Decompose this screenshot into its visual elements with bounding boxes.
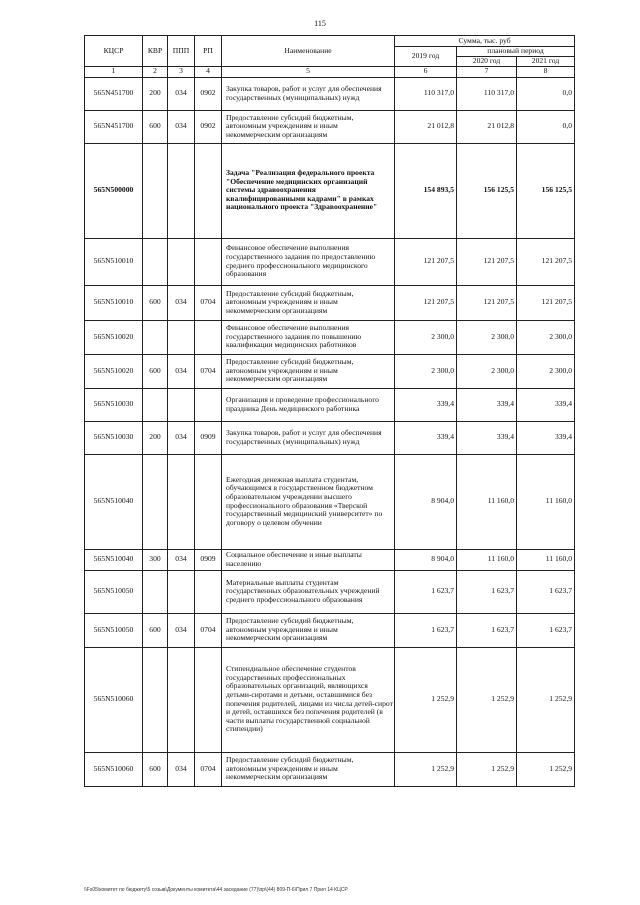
amount-2021-cell: 0,0 [517,110,575,143]
rp-cell: 0704 [195,613,222,647]
rp-cell: 0909 [195,421,222,454]
kvr-cell [143,238,168,285]
kvr-cell [143,454,168,549]
table-body [85,66,575,786]
kvr-cell [143,143,168,238]
name-cell: Финансовое обеспечение выполнения государственного задания по предоставлению среднего профессионального медицинского образования [222,238,395,285]
kvr-cell: 300 [143,549,168,570]
amount-2019-cell: 110 317,0 [395,77,457,110]
col-number: 1 [85,66,143,77]
amount-2019-cell: 8 904,0 [395,454,457,549]
amount-2019-cell: 8 904,0 [395,549,457,570]
name-cell: Организация и проведение профессионального праздника День медицинского работника [222,388,395,421]
amount-2021-cell: 339,4 [517,388,575,421]
kcsr-cell: 565N510040 [85,454,143,549]
kcsr-cell: 565N451700 [85,110,143,143]
kcsr-cell: 565N510030 [85,388,143,421]
name-cell: Стипендиальное обеспечение студентов государственных профессиональных образовательных организаций, являющихся детьми-сиротами и детьми, оставшимися без попечения родителей, лицами из числа детей-сирот и детей, оставшихся без попечения родителей (в части выплаты государственной социальной стипендии) [222,647,395,752]
ppp-cell [168,143,195,238]
amount-2021-cell: 1 252,9 [517,752,575,786]
footer-file-path: \\Fs05\комитет по бюджету\5 созыв\Документы комитета\44 заседание (77)\пр\(44) 809-П-6\Прил 7 Прил 14 КЦСР [84,887,348,893]
amount-2019-cell: 1 252,9 [395,647,457,752]
rp-cell: 0902 [195,77,222,110]
kcsr-cell: 565N510050 [85,570,143,613]
name-cell: Предоставление субсидий бюджетным, автономным учреждениям и иным некоммерческим организациям [222,110,395,143]
col-number: 2 [143,66,168,77]
amount-2020-cell: 339,4 [457,388,517,421]
ppp-cell [168,320,195,354]
kvr-cell: 200 [143,421,168,454]
header-kvr: КВР [143,36,168,67]
header-planned-period: плановый период [457,47,575,57]
rp-cell: 0902 [195,110,222,143]
kcsr-cell: 565N510030 [85,421,143,454]
rp-cell: 0704 [195,752,222,786]
kvr-cell: 600 [143,752,168,786]
kcsr-cell: 565N510010 [85,238,143,285]
table-row [85,549,575,570]
ppp-cell: 034 [168,77,195,110]
kcsr-cell: 565N510020 [85,320,143,354]
amount-2021-cell: 1 252,9 [517,647,575,752]
table-row [85,388,575,421]
column-numbers-row [85,66,575,77]
kcsr-cell: 565N510040 [85,549,143,570]
amount-2019-cell: 121 207,5 [395,238,457,285]
amount-2019-cell: 154 893,5 [395,143,457,238]
amount-2020-cell: 121 207,5 [457,238,517,285]
name-cell: Задача "Реализация федерального проекта "Обеспечение медицинских организаций системы здравоохранения квалифицированными кадрами" в рамках национального проекта "Здравоохранение" [222,143,395,238]
amount-2021-cell: 0,0 [517,77,575,110]
name-cell: Предоставление субсидий бюджетным, автономным учреждениям и иным некоммерческим организациям [222,285,395,320]
amount-2021-cell: 121 207,5 [517,238,575,285]
header-name: Наименование [222,36,395,67]
name-cell: Закупка товаров, работ и услуг для обеспечения государственных (муниципальных) нужд [222,77,395,110]
amount-2019-cell: 1 252,9 [395,752,457,786]
amount-2020-cell: 2 300,0 [457,320,517,354]
kcsr-cell: 565N451700 [85,77,143,110]
amount-2021-cell: 11 160,0 [517,454,575,549]
kcsr-cell: 565N510010 [85,285,143,320]
kvr-cell: 600 [143,285,168,320]
amount-2021-cell: 2 300,0 [517,354,575,388]
name-cell: Предоставление субсидий бюджетным, автономным учреждениям и иным некоммерческим организациям [222,752,395,786]
kcsr-cell: 565N500000 [85,143,143,238]
table-row [85,77,575,110]
table-row [85,752,575,786]
col-number: 8 [517,66,575,77]
amount-2020-cell: 11 160,0 [457,454,517,549]
header-kcsr: КЦСР [85,36,143,67]
header-2020: 2020 год [457,56,517,66]
amount-2021-cell: 11 160,0 [517,549,575,570]
amount-2020-cell: 1 623,7 [457,613,517,647]
table-row [85,143,575,238]
rp-cell [195,647,222,752]
kcsr-cell: 565N510060 [85,647,143,752]
amount-2020-cell: 1 252,9 [457,752,517,786]
rp-cell [195,454,222,549]
ppp-cell [168,454,195,549]
amount-2019-cell: 121 207,5 [395,285,457,320]
table-row [85,647,575,752]
amount-2019-cell: 2 300,0 [395,320,457,354]
ppp-cell [168,388,195,421]
name-cell: Финансовое обеспечение выполнения государственного задания по повышению квалификации медицинских работников [222,320,395,354]
page-number: 115 [314,19,326,28]
rp-cell [195,570,222,613]
table-row [85,454,575,549]
name-cell: Материальные выплаты студентам государственных образовательных учреждений среднего профессионального образования [222,570,395,613]
table-row [85,110,575,143]
col-number: 4 [195,66,222,77]
table-row [85,570,575,613]
name-cell: Предоставление субсидий бюджетным, автономным учреждениям и иным некоммерческим организациям [222,613,395,647]
ppp-cell: 034 [168,549,195,570]
table-row [85,613,575,647]
header-2019: 2019 год [395,47,457,67]
header-sum: Сумма, тыс. руб [395,36,575,47]
amount-2019-cell: 1 623,7 [395,570,457,613]
kvr-cell [143,647,168,752]
amount-2020-cell: 11 160,0 [457,549,517,570]
header-2021: 2021 год [517,56,575,66]
table-row [85,285,575,320]
kcsr-cell: 565N510050 [85,613,143,647]
table-row [85,354,575,388]
kvr-cell: 200 [143,77,168,110]
rp-cell: 0704 [195,354,222,388]
amount-2021-cell: 2 300,0 [517,320,575,354]
amount-2020-cell: 339,4 [457,421,517,454]
kvr-cell [143,320,168,354]
amount-2019-cell: 1 623,7 [395,613,457,647]
name-cell: Предоставление субсидий бюджетным, автономным учреждениям и иным некоммерческим организациям [222,354,395,388]
table-row [85,320,575,354]
col-number: 6 [395,66,457,77]
ppp-cell [168,570,195,613]
kvr-cell: 600 [143,354,168,388]
amount-2021-cell: 339,4 [517,421,575,454]
kcsr-cell: 565N510020 [85,354,143,388]
amount-2021-cell: 1 623,7 [517,570,575,613]
col-number: 5 [222,66,395,77]
amount-2021-cell: 121 207,5 [517,285,575,320]
ppp-cell: 034 [168,613,195,647]
rp-cell [195,238,222,285]
col-number: 3 [168,66,195,77]
name-cell: Социальное обеспечение и иные выплаты населению [222,549,395,570]
amount-2020-cell: 156 125,5 [457,143,517,238]
kvr-cell [143,388,168,421]
rp-cell: 0704 [195,285,222,320]
name-cell: Ежегодная денежная выплата студентам, обучающимся в государственном бюджетном образовательном учреждении высшего профессионального образования «Тверской государственный медицинский университет» по договору о целевом обучении [222,454,395,549]
kvr-cell: 600 [143,613,168,647]
amount-2020-cell: 110 317,0 [457,77,517,110]
rp-cell [195,320,222,354]
ppp-cell: 034 [168,354,195,388]
kcsr-cell: 565N510060 [85,752,143,786]
amount-2019-cell: 2 300,0 [395,354,457,388]
amount-2019-cell: 21 012,8 [395,110,457,143]
amount-2021-cell: 1 623,7 [517,613,575,647]
name-cell: Закупка товаров, работ и услуг для обеспечения государственных (муниципальных) нужд [222,421,395,454]
ppp-cell: 034 [168,110,195,143]
col-number: 7 [457,66,517,77]
amount-2021-cell: 156 125,5 [517,143,575,238]
rp-cell [195,143,222,238]
budget-table [84,35,575,787]
ppp-cell [168,647,195,752]
amount-2020-cell: 121 207,5 [457,285,517,320]
header-rp: РП [195,36,222,67]
amount-2020-cell: 2 300,0 [457,354,517,388]
ppp-cell: 034 [168,752,195,786]
table-row [85,421,575,454]
amount-2020-cell: 1 252,9 [457,647,517,752]
ppp-cell [168,238,195,285]
kvr-cell [143,570,168,613]
ppp-cell: 034 [168,285,195,320]
header-ppp: ППП [168,36,195,67]
amount-2020-cell: 21 012,8 [457,110,517,143]
table-row [85,238,575,285]
amount-2020-cell: 1 623,7 [457,570,517,613]
amount-2019-cell: 339,4 [395,421,457,454]
rp-cell: 0909 [195,549,222,570]
ppp-cell: 034 [168,421,195,454]
kvr-cell: 600 [143,110,168,143]
amount-2019-cell: 339,4 [395,388,457,421]
rp-cell [195,388,222,421]
